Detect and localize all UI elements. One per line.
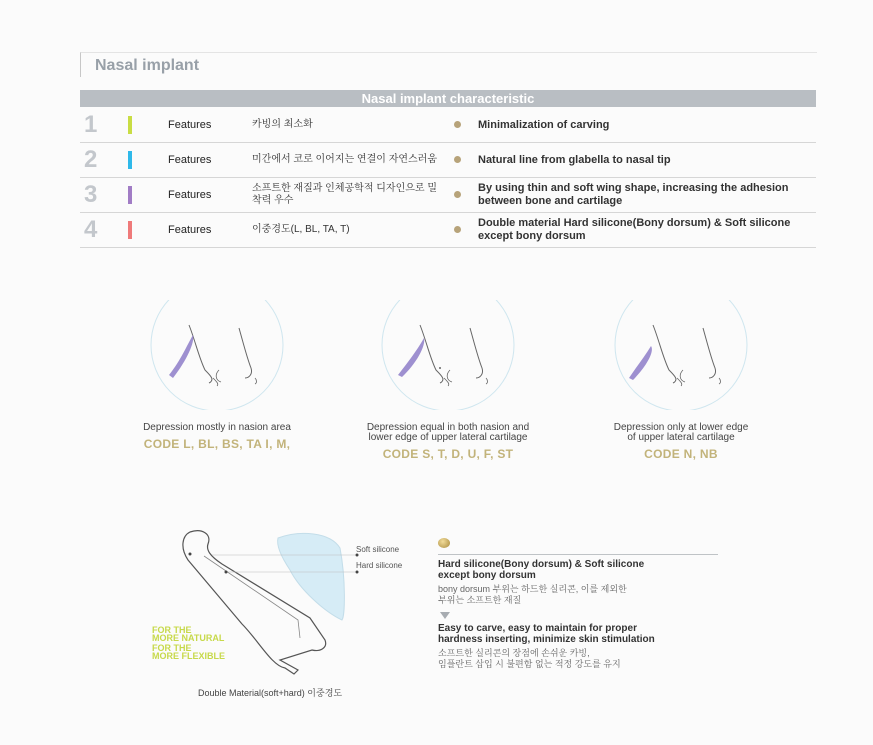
feature-korean: 이중경도(L, BL, TA, T) [252, 224, 350, 235]
bullet-dot [454, 191, 461, 198]
color-marker [128, 186, 132, 204]
table-row [80, 108, 816, 143]
feature-label: Features [168, 154, 212, 166]
table-row [80, 178, 816, 213]
feature-english: Double material Hard silicone(Bony dorsum) & Soft silicone except bony dorsum [478, 217, 791, 242]
diagram-caption: Double Material(soft+hard) 이중경도 [198, 688, 343, 698]
nose-caption-block [581, 423, 781, 461]
page-title: Nasal implant [95, 57, 200, 74]
color-marker [128, 151, 132, 169]
hard-silicone-label: Hard silicone [356, 561, 403, 570]
feature-label: Features [168, 224, 212, 236]
slogan-line: FOR THE [152, 643, 192, 653]
divider [438, 554, 718, 555]
nose-diagram-2 [382, 300, 514, 410]
feature-label: Features [168, 189, 212, 201]
row-number: 3 [84, 181, 98, 208]
bullet-dot [454, 226, 461, 233]
feature-korean: 미간에서 코로 이어지는 연결이 자연스러움 [252, 154, 437, 165]
nose-caption-line2: of upper lateral cartilage [627, 432, 735, 443]
table-row [80, 143, 816, 178]
nose-caption: Depression equal in both nasion and [366, 422, 530, 433]
benefit-title-line2: hardness inserting, minimize skin stimulation [438, 634, 655, 645]
slogan-line: FOR THE [152, 625, 192, 635]
material-description [438, 538, 718, 670]
implant-shape [398, 338, 424, 377]
down-arrow-icon [440, 612, 450, 619]
bullet-dot [454, 156, 461, 163]
soft-silicone-label: Soft silicone [356, 545, 400, 554]
material-title-line2: except bony dorsum [438, 570, 536, 581]
nose-caption: Depression only at lower edge [613, 422, 749, 433]
bullet-dot [454, 121, 461, 128]
nose-diagram-1 [151, 300, 283, 410]
implant-shape [169, 335, 193, 378]
material-korean-line1: bony dorsum 부위는 하드한 실리콘, 이를 제외한 [438, 584, 627, 594]
code-label: CODE N, NB [644, 447, 718, 461]
feature-korean: 소프트한 재질과 인체공학적 디자인으로 밀착력 우수 [252, 183, 437, 206]
implant-shape [629, 346, 652, 380]
code-label: CODE L, BL, BS, TA I, M, [143, 437, 291, 451]
row-number: 1 [84, 111, 98, 138]
table-header: Nasal implant characteristic [80, 90, 816, 107]
soft-silicone-shape [278, 533, 345, 620]
feature-label: Features [168, 119, 212, 131]
table-row [80, 213, 816, 248]
color-marker [128, 221, 132, 239]
feature-english: Natural line from glabella to nasal tip [478, 153, 671, 166]
nose-caption-line2: lower edge of upper lateral cartilage [368, 432, 528, 443]
nose-caption: Depression mostly in nasion area [143, 422, 291, 433]
benefit-korean-line1: 소프트한 실리콘의 장점에 손쉬운 카빙, [438, 648, 590, 658]
nose-illustrations [0, 300, 873, 410]
benefit-korean-line2: 임플란트 삽입 시 불편함 없는 적정 강도를 유지 [438, 659, 621, 669]
feature-english: Minimalization of carving [478, 118, 610, 131]
row-number: 2 [84, 146, 98, 173]
material-korean-line2: 부위는 소프트한 재질 [438, 595, 522, 605]
gold-bullet-icon [438, 538, 450, 548]
nose-diagram-3 [615, 300, 747, 410]
material-title-line1: Hard silicone(Bony dorsum) & Soft silicone [438, 559, 645, 570]
slogan-line: MORE NATURAL [152, 633, 225, 643]
nose-caption-block [117, 423, 317, 451]
row-number: 4 [84, 216, 98, 243]
benefit-title-line1: Easy to carve, easy to maintain for proper [438, 623, 637, 634]
nose-caption-block [348, 423, 548, 461]
feature-english: By using thin and soft wing shape, increasing the adhesion between bone and cartilage [478, 182, 789, 207]
color-marker [128, 116, 132, 134]
feature-korean: 카빙의 최소화 [252, 119, 313, 130]
slogan-line: MORE FLEXIBLE [152, 651, 226, 661]
code-label: CODE S, T, D, U, F, ST [382, 447, 514, 461]
page-title-box [80, 52, 817, 77]
